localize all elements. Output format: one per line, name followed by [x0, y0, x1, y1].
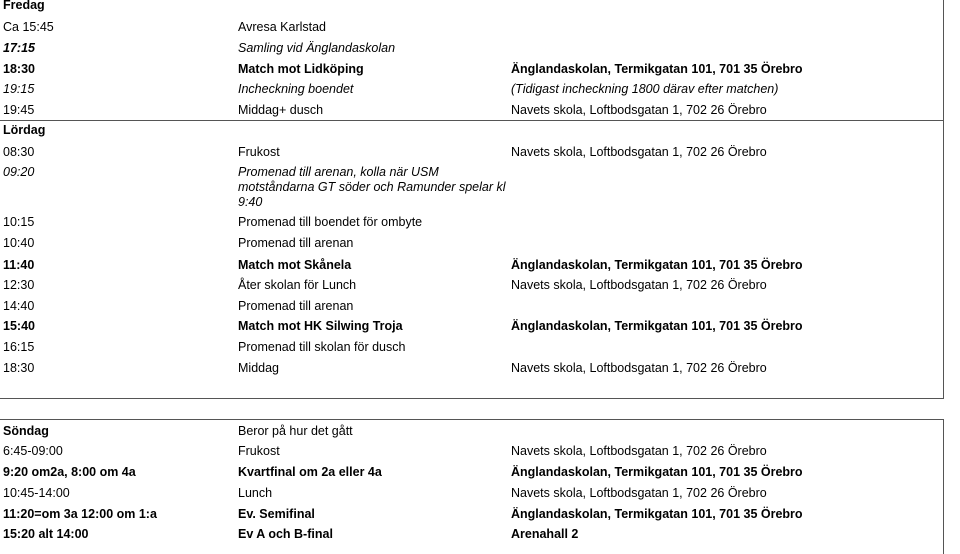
- row-time: 11:40: [3, 258, 35, 272]
- schedule-row: [0, 20, 943, 40]
- row-place: Änglandaskolan, Termikgatan 101, 701 35 Örebro: [511, 319, 803, 333]
- row-time: 10:40: [3, 236, 35, 250]
- row-activity: Ev A och B-final: [238, 527, 333, 541]
- row-time: 09:20: [3, 165, 35, 179]
- row-activity: Frukost: [238, 444, 280, 458]
- row-time: 18:30: [3, 361, 35, 375]
- day-title-friday: Fredag: [3, 0, 45, 12]
- schedule-row: [0, 486, 943, 506]
- row-time: 08:30: [3, 145, 35, 159]
- row-place: Navets skola, Loftbodsgatan 1, 702 26 Örebro: [511, 103, 767, 117]
- schedule-row: [0, 278, 943, 298]
- row-time: 10:15: [3, 215, 35, 229]
- schedule-row: [0, 258, 943, 278]
- row-activity: Promenad till arenan: [238, 236, 354, 250]
- schedule-row: [0, 165, 943, 213]
- row-activity: Promenad till boendet för ombyte: [238, 215, 423, 229]
- row-activity: Lunch: [238, 486, 273, 500]
- row-place: Navets skola, Loftbodsgatan 1, 702 26 Örebro: [511, 278, 767, 292]
- row-activity: Ev. Semifinal: [238, 507, 315, 521]
- schedule-row: [0, 145, 943, 165]
- row-place: (Tidigast incheckning 1800 därav efter matchen): [511, 82, 779, 96]
- row-time: 14:40: [3, 299, 35, 313]
- schedule-row: [0, 82, 943, 102]
- row-activity: Promenad till skolan för dusch: [238, 340, 406, 354]
- schedule-row: [0, 319, 943, 339]
- schedule-row: [0, 215, 943, 235]
- row-time: 16:15: [3, 340, 35, 354]
- row-time: 19:45: [3, 103, 35, 117]
- row-activity: Avresa Karlstad: [238, 20, 327, 34]
- row-activity: Samling vid Änglandaskolan: [238, 41, 396, 55]
- row-time: 9:20 om2a, 8:00 om 4a: [3, 465, 136, 479]
- row-time: 19:15: [3, 82, 35, 96]
- row-place: Änglandaskolan, Termikgatan 101, 701 35 Örebro: [511, 465, 803, 479]
- schedule-row: [0, 62, 943, 82]
- row-time: 18:30: [3, 62, 35, 76]
- row-place: Arenahall 2: [511, 527, 579, 541]
- row-place: Änglandaskolan, Termikgatan 101, 701 35 Örebro: [511, 507, 803, 521]
- sunday-note: Beror på hur det gått: [238, 424, 353, 438]
- row-time: 11:20=om 3a 12:00 om 1:a: [3, 507, 157, 521]
- row-time: Ca 15:45: [3, 20, 54, 34]
- day-title-sunday: Söndag: [3, 424, 49, 438]
- row-activity: Kvartfinal om 2a eller 4a: [238, 465, 382, 479]
- row-activity: Middag: [238, 361, 279, 375]
- row-place: Navets skola, Loftbodsgatan 1, 702 26 Örebro: [511, 145, 767, 159]
- schedule-row: [0, 424, 943, 444]
- row-activity: Promenad till arenan, kolla när USM motståndarna GT söder och Ramunder spelar kl 9:40: [238, 165, 506, 209]
- schedule-row: [0, 41, 943, 61]
- row-time: 10:45-14:00: [3, 486, 70, 500]
- row-activity: Promenad till arenan: [238, 299, 354, 313]
- row-activity: Match mot Skånela: [238, 258, 352, 272]
- row-activity: Frukost: [238, 145, 280, 159]
- row-time: 17:15: [3, 41, 35, 55]
- schedule-row: [0, 340, 943, 360]
- schedule-row: [0, 444, 943, 464]
- schedule-row: [0, 507, 943, 527]
- schedule-row: [0, 103, 943, 123]
- schedule-row: [0, 299, 943, 319]
- schedule-row: [0, 236, 943, 256]
- row-place: Änglandaskolan, Termikgatan 101, 701 35 Örebro: [511, 62, 803, 76]
- day-title-saturday: Lördag: [3, 123, 46, 137]
- row-time: 15:40: [3, 319, 35, 333]
- row-activity: Match mot HK Silwing Troja: [238, 319, 403, 333]
- schedule-row: [0, 361, 943, 381]
- row-place: Änglandaskolan, Termikgatan 101, 701 35 Örebro: [511, 258, 803, 272]
- row-activity: Åter skolan för Lunch: [238, 278, 357, 292]
- row-place: Navets skola, Loftbodsgatan 1, 702 26 Örebro: [511, 361, 767, 375]
- row-time: 15:20 alt 14:00: [3, 527, 89, 541]
- row-activity: Incheckning boendet: [238, 82, 354, 96]
- row-time: 12:30: [3, 278, 35, 292]
- schedule-row: [0, 465, 943, 485]
- row-activity: Match mot Lidköping: [238, 62, 364, 76]
- row-place: Navets skola, Loftbodsgatan 1, 702 26 Örebro: [511, 444, 767, 458]
- row-place: Navets skola, Loftbodsgatan 1, 702 26 Örebro: [511, 486, 767, 500]
- schedule-row: [0, 527, 943, 547]
- row-time: 6:45-09:00: [3, 444, 63, 458]
- row-activity: Middag+ dusch: [238, 103, 324, 117]
